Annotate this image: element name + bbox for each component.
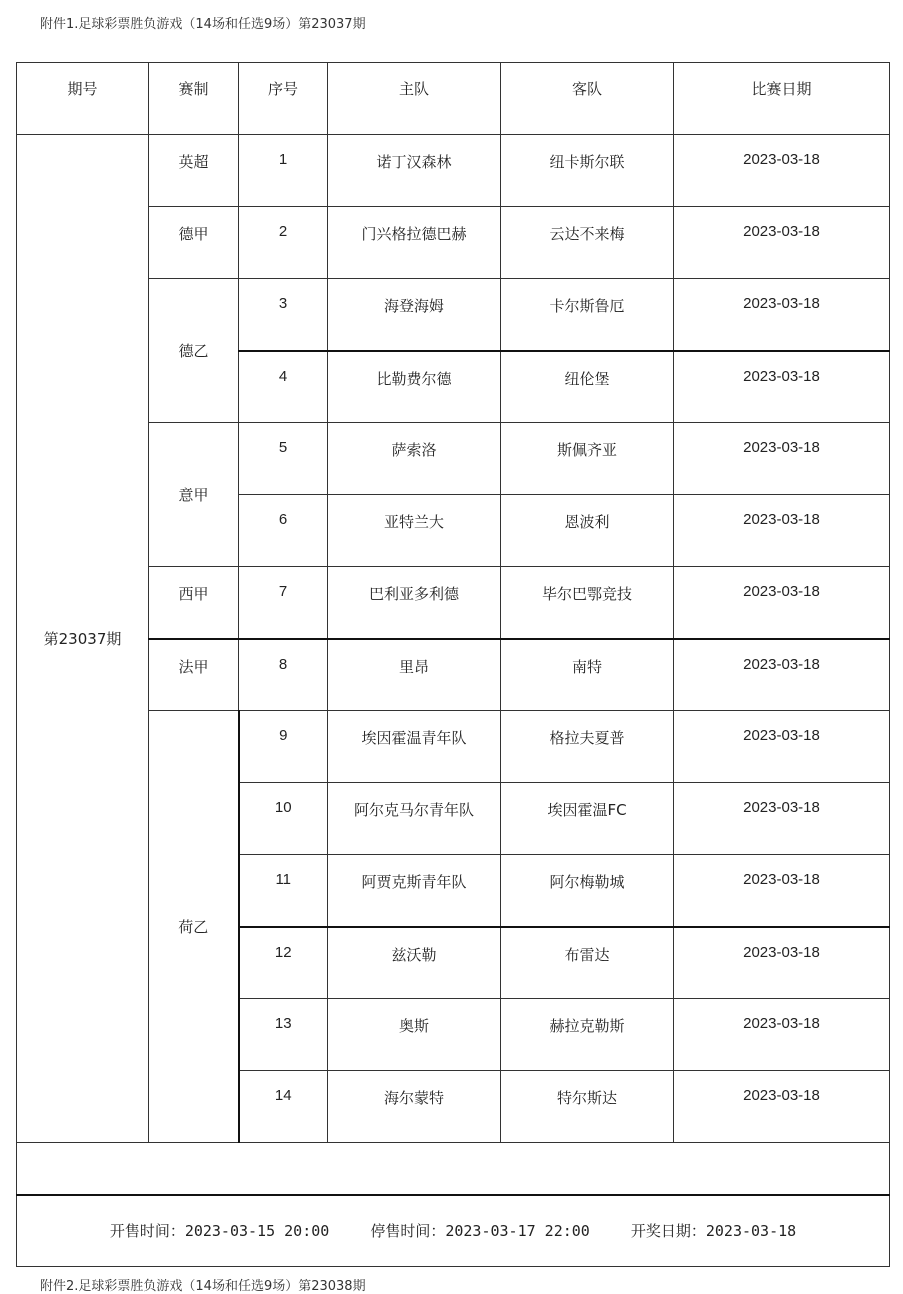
draw-date: 开奖日期：2023-03-18 bbox=[630, 1222, 797, 1241]
home-team-cell: 兹沃勒 bbox=[328, 927, 501, 999]
home-team-cell: 海尔蒙特 bbox=[328, 1071, 501, 1143]
away-team-cell: 南特 bbox=[501, 639, 674, 711]
date-cell: 2023-03-18 bbox=[674, 207, 890, 279]
away-team-cell: 布雷达 bbox=[501, 927, 674, 999]
away-team-cell: 赫拉克勒斯 bbox=[501, 999, 674, 1071]
away-team-cell: 纽卡斯尔联 bbox=[501, 135, 674, 207]
away-team-cell: 恩波利 bbox=[501, 495, 674, 567]
away-team-cell: 卡尔斯鲁厄 bbox=[501, 279, 674, 351]
away-team-cell: 阿尔梅勒城 bbox=[501, 855, 674, 927]
home-team-cell: 萨索洛 bbox=[328, 423, 501, 495]
date-cell: 2023-03-18 bbox=[674, 423, 890, 495]
away-team-cell: 斯佩齐亚 bbox=[501, 423, 674, 495]
seq-cell: 5 bbox=[239, 423, 328, 495]
home-team-cell: 阿贾克斯青年队 bbox=[328, 855, 501, 927]
blank-row bbox=[17, 1143, 890, 1195]
away-team-cell: 毕尔巴鄂竞技 bbox=[501, 567, 674, 639]
footer-row bbox=[17, 1195, 890, 1267]
league-cell: 英超 bbox=[149, 135, 239, 207]
date-cell: 2023-03-18 bbox=[674, 279, 890, 351]
seq-cell: 2 bbox=[239, 207, 328, 279]
league-cell: 西甲 bbox=[149, 567, 239, 639]
sale-stop-time: 停售时间：2023-03-17 22:00 bbox=[370, 1222, 590, 1241]
home-team-cell: 阿尔克马尔青年队 bbox=[328, 783, 501, 855]
league-cell: 德甲 bbox=[149, 207, 239, 279]
header-seq: 序号 bbox=[239, 63, 328, 135]
home-team-cell: 门兴格拉德巴赫 bbox=[328, 207, 501, 279]
date-cell: 2023-03-18 bbox=[674, 783, 890, 855]
period-cell: 第23037期 bbox=[17, 135, 149, 1143]
header-away: 客队 bbox=[501, 63, 674, 135]
date-cell: 2023-03-18 bbox=[674, 1071, 890, 1143]
seq-cell: 12 bbox=[239, 927, 328, 999]
home-team-cell: 里昂 bbox=[328, 639, 501, 711]
seq-cell: 11 bbox=[239, 855, 328, 927]
sale-start-time: 开售时间：2023-03-15 20:00 bbox=[109, 1222, 330, 1241]
match-schedule-table bbox=[16, 62, 890, 1267]
date-cell: 2023-03-18 bbox=[674, 495, 890, 567]
home-team-cell: 埃因霍温青年队 bbox=[328, 711, 501, 783]
header-league: 赛制 bbox=[149, 63, 239, 135]
league-cell: 法甲 bbox=[149, 639, 239, 711]
seq-cell: 4 bbox=[239, 351, 328, 423]
date-cell: 2023-03-18 bbox=[674, 567, 890, 639]
home-team-cell: 海登海姆 bbox=[328, 279, 501, 351]
away-team-cell: 纽伦堡 bbox=[501, 351, 674, 423]
date-cell: 2023-03-18 bbox=[674, 351, 890, 423]
home-team-cell: 巴利亚多利德 bbox=[328, 567, 501, 639]
seq-cell: 7 bbox=[239, 567, 328, 639]
home-team-cell: 奥斯 bbox=[328, 999, 501, 1071]
seq-cell: 10 bbox=[239, 783, 328, 855]
away-team-cell: 特尔斯达 bbox=[501, 1071, 674, 1143]
away-team-cell: 埃因霍温FC bbox=[501, 783, 674, 855]
date-cell: 2023-03-18 bbox=[674, 711, 890, 783]
league-cell: 意甲 bbox=[149, 423, 239, 567]
date-cell: 2023-03-18 bbox=[674, 927, 890, 999]
table-row bbox=[17, 135, 890, 207]
date-cell: 2023-03-18 bbox=[674, 639, 890, 711]
away-team-cell: 格拉夫夏普 bbox=[501, 711, 674, 783]
home-team-cell: 亚特兰大 bbox=[328, 495, 501, 567]
seq-cell: 6 bbox=[239, 495, 328, 567]
date-cell: 2023-03-18 bbox=[674, 855, 890, 927]
header-row bbox=[17, 63, 890, 135]
attachment-1-heading: 附件1.足球彩票胜负游戏（14场和任选9场）第23037期 bbox=[40, 17, 366, 32]
seq-cell: 3 bbox=[239, 279, 328, 351]
home-team-cell: 诺丁汉森林 bbox=[328, 135, 501, 207]
seq-cell: 1 bbox=[239, 135, 328, 207]
seq-cell: 8 bbox=[239, 639, 328, 711]
away-team-cell: 云达不来梅 bbox=[501, 207, 674, 279]
header-date: 比赛日期 bbox=[674, 63, 890, 135]
header-period: 期号 bbox=[17, 63, 149, 135]
date-cell: 2023-03-18 bbox=[674, 135, 890, 207]
seq-cell: 13 bbox=[239, 999, 328, 1071]
attachment-2-heading: 附件2.足球彩票胜负游戏（14场和任选9场）第23038期 bbox=[40, 1279, 366, 1294]
seq-cell: 14 bbox=[239, 1071, 328, 1143]
sale-info-cell bbox=[17, 1195, 890, 1267]
home-team-cell: 比勒费尔德 bbox=[328, 351, 501, 423]
seq-cell: 9 bbox=[239, 711, 328, 783]
header-home: 主队 bbox=[328, 63, 501, 135]
blank-cell bbox=[17, 1143, 890, 1195]
league-cell: 德乙 bbox=[149, 279, 239, 423]
league-cell: 荷乙 bbox=[149, 711, 239, 1143]
date-cell: 2023-03-18 bbox=[674, 999, 890, 1071]
